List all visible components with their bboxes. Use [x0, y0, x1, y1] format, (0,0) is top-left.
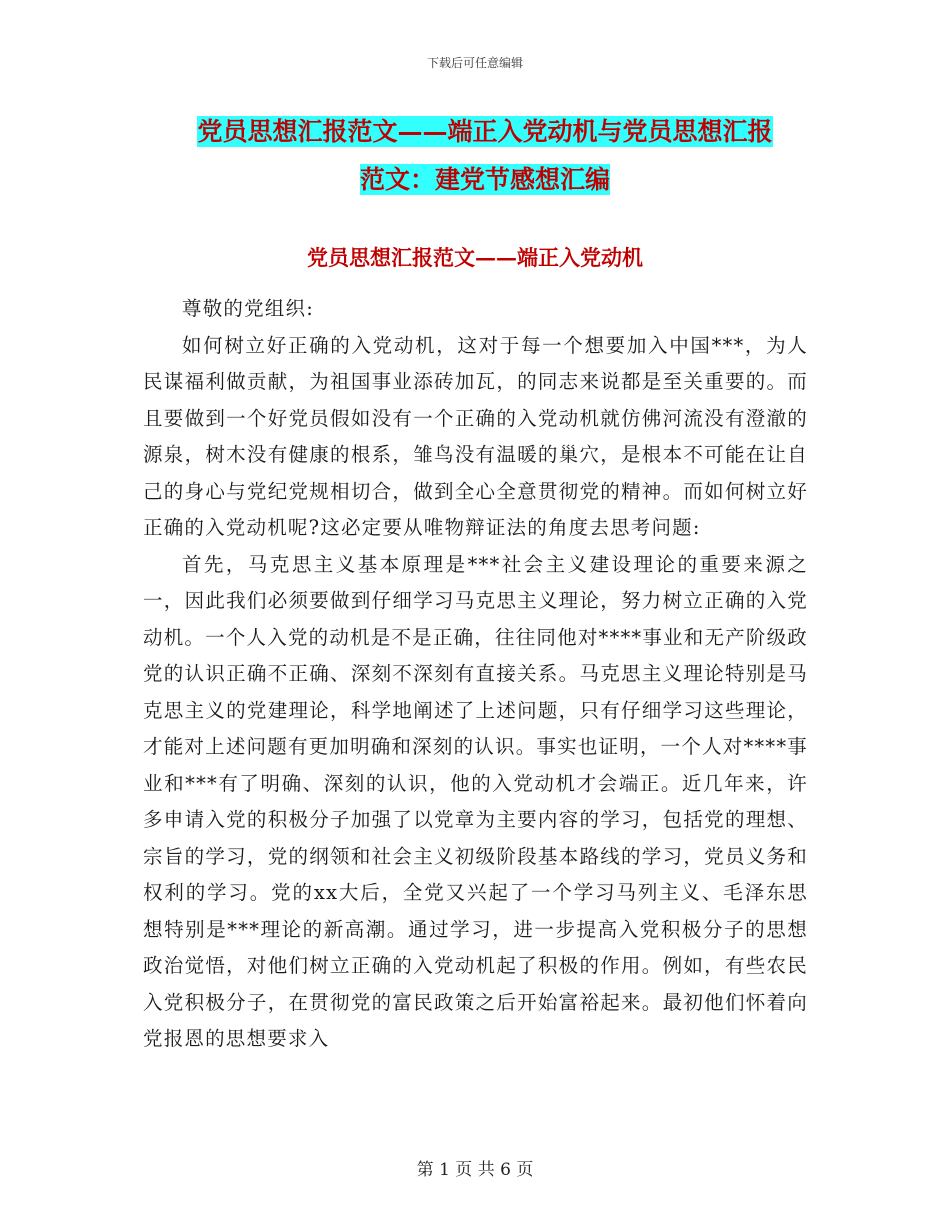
- page-footer: 第 1 页 共 6 页: [416, 1160, 534, 1180]
- document-title-line-2: 范文：建党节感想汇编: [359, 165, 610, 194]
- page-header-note: 下载后可任意编辑: [426, 56, 523, 70]
- salutation: 尊敬的党组织:: [182, 297, 314, 320]
- document-title-line-1: 党员思想汇报范文——端正入党动机与党员思想汇报: [197, 117, 773, 146]
- body-paragraph-1: 如何树立好正确的入党动机，这对于每一个想要加入中国***，为人民谋福利做贡献，为祖国事业添砖加瓦，的同志来说都是至关重要的。而且要做到一个好党员假如没有一个正确的入党动机就仿佛河流没有澄澈的源泉，树木没有健康的根系，雏鸟没有温暖的巢穴，是根本不可能在让自己的身心与党纪党规相切合，做到全心全意贯彻党的精神。而如何树立好正确的入党动机呢?这必定要从唯物辩证法的角度去思考问题:: [143, 333, 808, 539]
- document-title: [140, 108, 830, 204]
- document-body: [143, 291, 808, 1058]
- section-title: 党员思想汇报范文——端正入党动机: [307, 245, 643, 270]
- body-paragraph-2: 首先，马克思主义基本原理是***社会主义建设理论的重要来源之一，因此我们必须要做到仔细学习马克思主义理论，努力树立正确的入党动机。一个人入党的动机是不是正确，往往同他对****事业和无产阶级政党的认识正确不正确、深刻不深刻有直接关系。马克思主义理论特别是马克思主义的党建理论，科学地阐述了上述问题，只有仔细学习这些理论，才能对上述问题有更加明确和深刻的认识。事实也证明，一个人对****事业和***有了明确、深刻的认识，他的入党动机才会端正。近几年来，许多申请入党的积极分子加强了以党章为主要内容的学习，包括党的理想、宗旨的学习，党的纲领和社会主义初级阶段基本路线的学习，党员义务和权利的学习。党的xx大后，全党又兴起了一个学习马列主义、毛泽东思想特别是***理论的新高潮。通过学习，进一步提高入党积极分子的思想政治觉悟，对他们树立正确的入党动机起了积极的作用。例如，有些农民入党积极分子，在贯彻党的富民政策之后开始富裕起来。最初他们怀着向党报恩的思想要求入: [143, 552, 808, 1050]
